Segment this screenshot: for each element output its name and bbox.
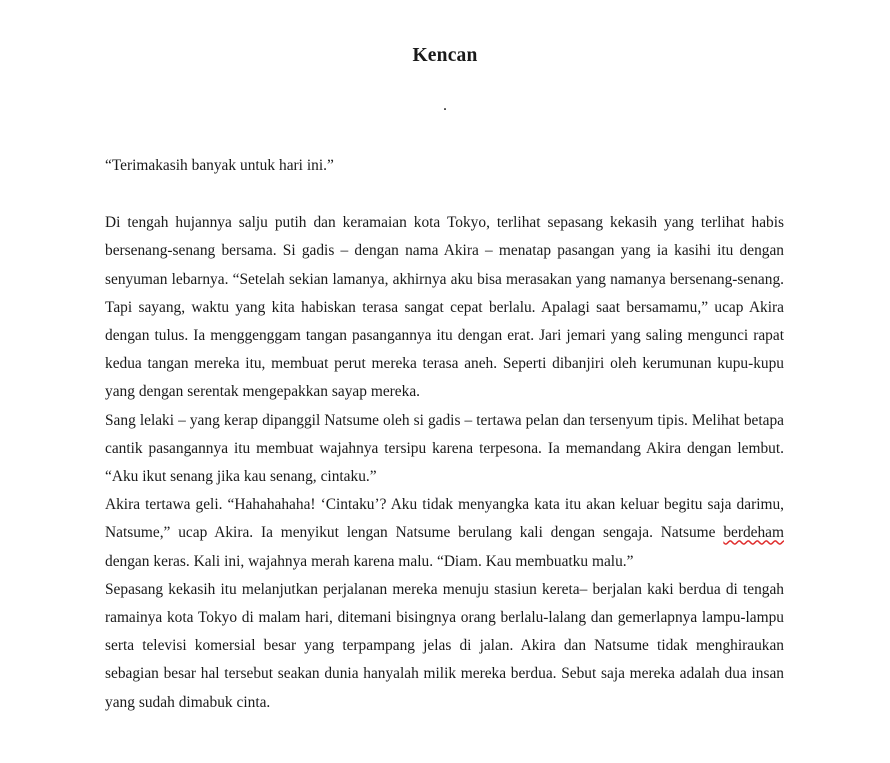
centered-separator-dot: . <box>443 97 447 114</box>
spellcheck-misspelled-word[interactable]: berdeham <box>723 524 784 542</box>
paragraph-3-text-after-error: dengan keras. Kali ini, wajahnya merah karena malu. “Diam. Kau membuatku malu.” <box>105 552 634 570</box>
document-title: Kencan <box>412 45 478 67</box>
body-paragraph-4: Sepasang kekasih itu melanjutkan perjalanan mereka menuju stasiun kereta– berjalan kaki berdua di tengah ramainya kota Tokyo di malam hari, ditemani bisingnya orang berlalu-lalang dan gemerlapnya lampu-lampu serta televisi komersial besar yang terpampang jelas di jalan. Akira dan Natsume tidak menghiraukan sebagian besar hal tersebut seakan dunia hanyalah milik mereka berdua. Sebut saja mereka adalah dua insan yang sudah dimabuk cinta. <box>105 580 784 711</box>
body-paragraph-2: Sang lelaki – yang kerap dipanggil Natsume oleh si gadis – tertawa pelan dan tersenyum tipis. Melihat betapa cantik pasangannya itu membuat wajahnya tersipu karena terpesona. Ia memandang Akira dengan lembut. “Aku ikut senang jika kau senang, cintaku.” <box>105 411 784 486</box>
body-paragraph-1: Di tengah hujannya salju putih dan keramaian kota Tokyo, terlihat sepasang kekasih yang terlihat habis bersenang-senang bersama. Si gadis – dengan nama Akira – menatap pasangan yang ia kasihi itu dengan senyuman lebarnya. “Setelah sekian lamanya, akhirnya aku bisa merasakan yang namanya bersenang-senang. Tapi sayang, waktu yang kita habiskan terasa sangat cepat berlalu. Apalagi saat bersamamu,” ucap Akira dengan tulus. Ia menggenggam tangan pasangannya itu dengan erat. Jari jemari yang saling mengunci rapat kedua tangan mereka itu, membuat perut mereka terasa aneh. Seperti dibanjiri oleh kerumunan kupu-kupu yang dengan serentak mengepakkan sayap mereka. <box>105 214 784 401</box>
paragraph-spacer <box>105 180 784 209</box>
paragraph-3-text-before-error: Akira tertawa geli. “Hahahahaha! ‘Cintaku’? Aku tidak menyangka kata itu akan keluar begitu saja darimu, Natsume,” ucap Akira. Ia menyikut lengan Natsume berulang kali dengan sengaja. Natsume <box>105 496 784 542</box>
opening-quote-paragraph: “Terimakasih banyak untuk hari ini.” <box>105 157 334 174</box>
document-body <box>105 152 784 717</box>
body-paragraph-3 <box>105 491 784 576</box>
